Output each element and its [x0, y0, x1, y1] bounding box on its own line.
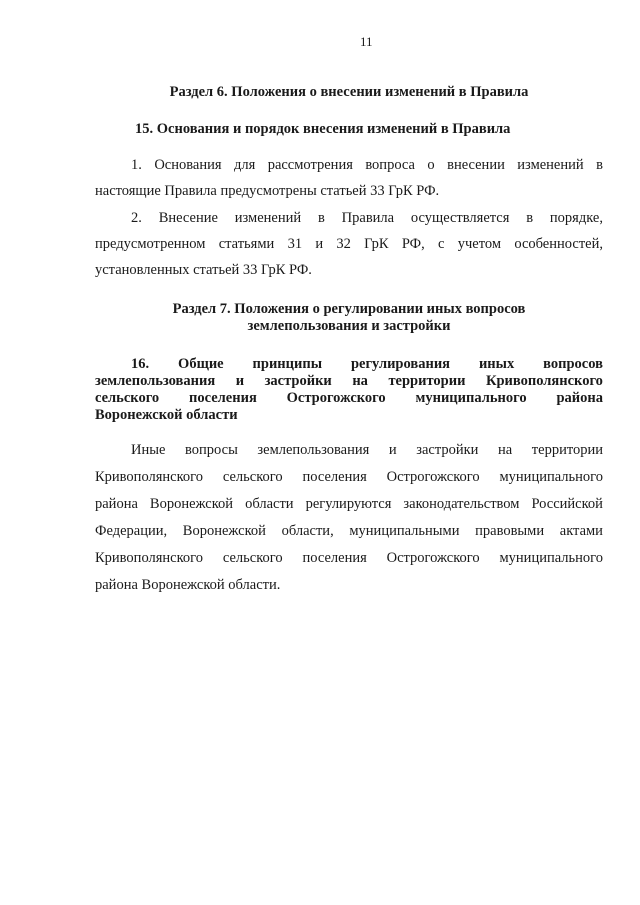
body-line: [95, 491, 603, 518]
word: застройки: [416, 442, 479, 458]
word: статьями: [218, 236, 275, 252]
word: области: [245, 496, 294, 512]
word: землепользования: [257, 442, 370, 458]
word: области,: [281, 523, 334, 539]
word: актами: [559, 523, 603, 539]
word: муниципального: [499, 469, 603, 485]
word: предусмотренном: [95, 236, 206, 252]
word: Внесение: [158, 210, 218, 226]
word: Воронежской: [149, 496, 234, 512]
word: муниципального: [499, 550, 603, 566]
word: учетом: [457, 236, 502, 252]
word: правовыми: [475, 523, 545, 539]
word: Острогожского: [286, 390, 386, 406]
word: на: [352, 373, 368, 389]
word: законодательством: [403, 496, 520, 512]
word: в: [596, 157, 603, 173]
body-line: [95, 518, 603, 545]
word: сельского: [95, 390, 160, 406]
word: на: [498, 442, 513, 458]
word: Кривополянского: [95, 469, 203, 485]
word: поселения: [302, 469, 367, 485]
word: 31: [287, 236, 303, 252]
word: района: [95, 496, 138, 512]
word: поселения: [302, 550, 367, 566]
word: особенностей,: [514, 236, 603, 252]
body-line: [95, 572, 603, 599]
word: сельского: [222, 469, 283, 485]
item-2-line-3: установленных статьей 33 ГрК РФ.: [95, 262, 312, 278]
section-6-item-2: [95, 205, 603, 283]
word: вопросы: [185, 442, 238, 458]
word: о: [427, 157, 435, 173]
word: Российской: [531, 496, 603, 512]
word: застройки: [264, 373, 332, 389]
subsection-number: 16.: [131, 356, 150, 372]
subsection-16-line: [95, 373, 603, 390]
page-number: 11: [360, 34, 373, 49]
word: землепользования: [95, 373, 216, 389]
word: вопроса: [365, 157, 415, 173]
item-1-line-1: [95, 152, 603, 178]
word: Кривополянского: [95, 550, 203, 566]
word: Воронежской области: [95, 407, 238, 423]
item-1-line-2: настоящие Правила предусмотрены статьей 33 ГрК РФ.: [95, 183, 440, 199]
subsection-16-line: [95, 407, 603, 424]
subsection-16-line: [95, 356, 603, 373]
word: Кривополянского: [485, 373, 603, 389]
body-line: [95, 437, 603, 464]
word: района Воронежской области.: [95, 577, 281, 593]
word: РФ,: [401, 236, 425, 252]
section-7-title-line-1: Раздел 7. Положения о регулировании иных вопросов: [172, 301, 526, 317]
item-2-line-1: [95, 205, 603, 231]
word: Иные: [131, 442, 166, 458]
word: изменений: [517, 157, 584, 173]
word: территории: [531, 442, 603, 458]
word: Острогожского: [386, 550, 480, 566]
section-6-item-1: [95, 152, 603, 204]
word: с: [438, 236, 445, 252]
section-7-title-line-2: землепользования и застройки: [247, 318, 451, 334]
word: 32: [336, 236, 351, 252]
word: муниципального: [415, 390, 527, 406]
word: в: [317, 210, 325, 226]
body-line: [95, 464, 603, 491]
word: территории: [388, 373, 466, 389]
word: и: [235, 373, 245, 389]
subsection-16-line: [95, 390, 603, 407]
word: и: [315, 236, 324, 252]
word: Правила: [341, 210, 395, 226]
word: муниципальными: [349, 523, 460, 539]
word: регулируются: [305, 496, 392, 512]
word: в: [526, 210, 534, 226]
word: Острогожского: [386, 469, 480, 485]
section-6-title: Раздел 6. Положения о внесении изменений в Правила: [169, 84, 529, 100]
word: и: [388, 442, 397, 458]
word: Воронежской: [182, 523, 266, 539]
word: иных: [478, 356, 515, 372]
body-line: [95, 545, 603, 572]
word: порядке,: [549, 210, 603, 226]
subsection-15-title: 15. Основания и порядок внесения изменений в Правила: [135, 121, 511, 137]
word: Общие: [178, 356, 224, 372]
word: сельского: [222, 550, 283, 566]
section-7-body: [95, 437, 603, 599]
word: для: [233, 157, 256, 173]
word: принципы: [252, 356, 323, 372]
word: поселения: [189, 390, 257, 406]
word: ГрК: [364, 236, 389, 252]
word: внесении: [447, 157, 505, 173]
word: Основания: [154, 157, 222, 173]
word: вопросов: [543, 356, 603, 372]
word: осуществляется: [410, 210, 510, 226]
item-number: 1.: [131, 157, 142, 173]
word: Федерации,: [95, 523, 168, 539]
word: изменений: [234, 210, 302, 226]
item-2-line-2: [95, 231, 603, 257]
word: рассмотрения: [267, 157, 353, 173]
word: района: [556, 390, 603, 406]
word: регулирования: [350, 356, 451, 372]
subsection-16-title: [95, 356, 603, 424]
item-number: 2.: [131, 210, 142, 226]
